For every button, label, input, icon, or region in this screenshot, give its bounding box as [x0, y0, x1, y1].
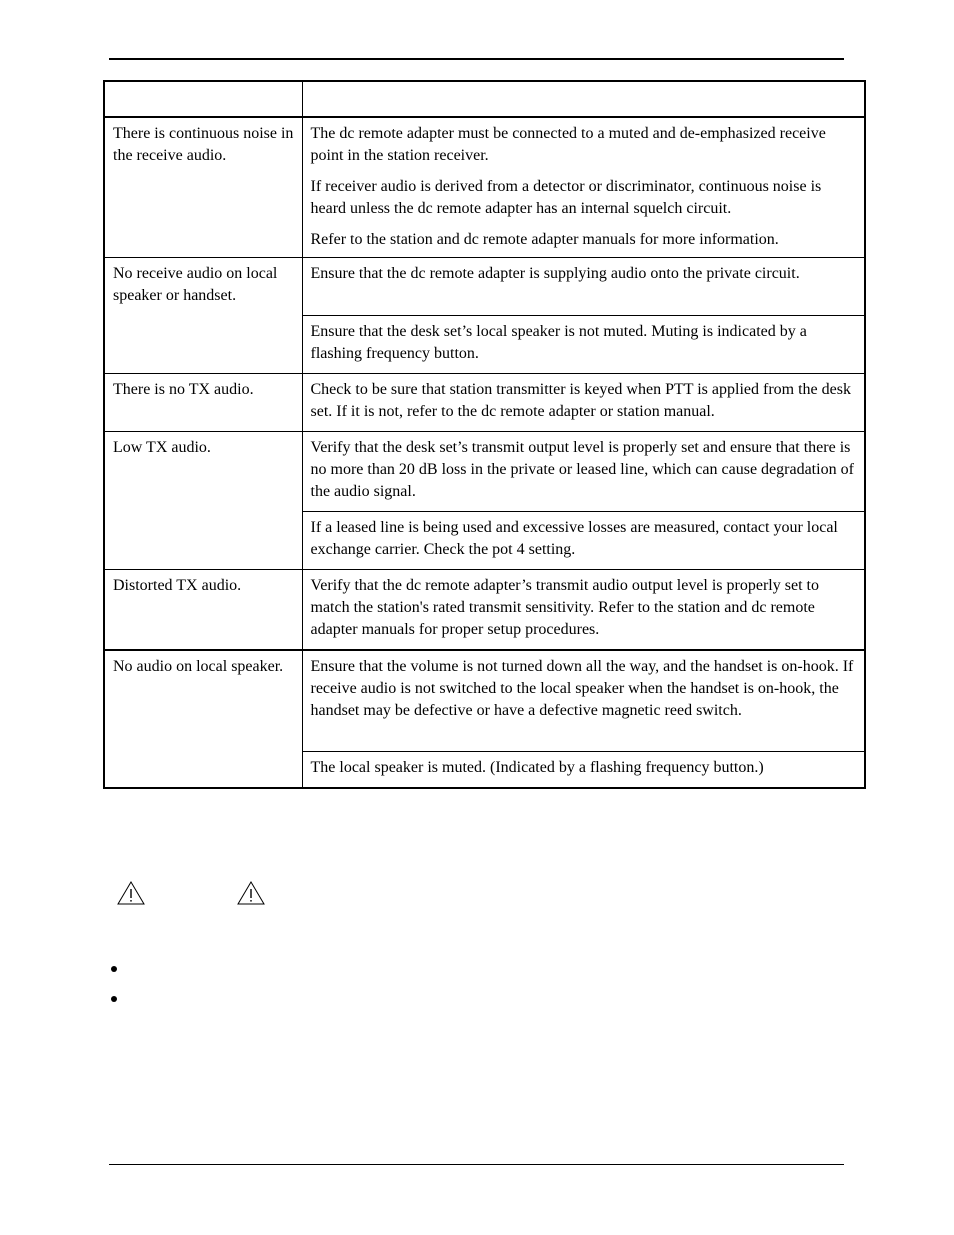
symptom-text: Distorted TX audio.	[113, 577, 242, 594]
warning-triangle-icon	[117, 881, 145, 905]
warning-triangle-icon	[237, 881, 265, 905]
table-row	[104, 432, 865, 512]
action-cell	[302, 258, 865, 316]
action-text: If a leased line is being used and excessive losses are measured, contact your local exchange carrier. Check the pot 4 setting.	[310, 519, 838, 558]
action-cell	[302, 650, 865, 752]
symptom-cell	[104, 117, 302, 258]
symptom-text: No receive audio on local speaker or handset.	[113, 265, 278, 304]
warning-row	[117, 881, 317, 907]
action-text: Verify that the dc remote adapter’s transmit audio output level is properly set to match the station's rated transmit sensitivity. Refer to the station and dc remote adapter manuals for proper setup procedures.	[310, 577, 819, 638]
action-cell	[302, 512, 865, 570]
header-action-cell	[302, 81, 865, 117]
action-text: Verify that the desk set’s transmit output level is properly set and ensure that there is no more than 20 dB loss in the private or leased line, which can cause degradation of the audio signal.	[310, 439, 854, 500]
symptom-text: No audio on local speaker.	[113, 657, 284, 675]
action-cell	[302, 752, 865, 788]
action-cell	[302, 374, 865, 432]
list-item	[109, 958, 129, 988]
action-text: Check to be sure that station transmitter is keyed when PTT is applied from the desk set. If it is not, refer to the dc remote adapter or station manual.	[310, 381, 851, 420]
table-row	[104, 650, 865, 752]
footer-rule	[109, 1164, 844, 1165]
symptom-cell	[104, 432, 302, 570]
action-text: If receiver audio is derived from a detector or discriminator, continuous noise is heard unless the dc remote adapter has an internal squelch circuit.	[310, 178, 822, 217]
action-text: The dc remote adapter must be connected to a muted and de-emphasized receive point in the station receiver.	[310, 125, 826, 164]
table-row	[104, 117, 865, 258]
symptom-cell	[104, 258, 302, 374]
symptom-text: Low TX audio.	[113, 439, 211, 456]
action-cell	[302, 432, 865, 512]
action-text: Ensure that the desk set’s local speaker is not muted. Muting is indicated by a flashing frequency button.	[310, 323, 807, 362]
table-header-row	[104, 81, 865, 117]
bullet-list	[109, 958, 129, 1018]
action-text: The local speaker is muted. (Indicated by a flashing frequency button.)	[310, 759, 764, 776]
table-row	[104, 570, 865, 650]
action-text: Ensure that the volume is not turned down all the way, and the handset is on-hook. If receive audio is not switched to the local speaker when the handset is on-hook, the handset may be defective or have a defective magnetic reed switch.	[310, 657, 854, 719]
symptom-text: There is no TX audio.	[113, 381, 254, 398]
symptom-cell	[104, 374, 302, 432]
symptom-cell	[104, 650, 302, 788]
table-row	[104, 258, 865, 316]
header-rule	[109, 58, 844, 60]
symptom-text: There is continuous noise in the receive audio.	[113, 125, 294, 164]
action-text: Ensure that the dc remote adapter is supplying audio onto the private circuit.	[310, 265, 800, 282]
list-item	[109, 988, 129, 1018]
bullet-icon	[111, 966, 117, 972]
table-row	[104, 374, 865, 432]
symptom-cell	[104, 570, 302, 650]
action-text: Refer to the station and dc remote adapter manuals for more information.	[310, 231, 779, 248]
action-cell	[302, 570, 865, 650]
troubleshooting-table	[103, 80, 866, 789]
action-cell	[302, 316, 865, 374]
action-cell	[302, 117, 865, 258]
bullet-icon	[111, 996, 117, 1002]
header-symptom-cell	[104, 81, 302, 117]
